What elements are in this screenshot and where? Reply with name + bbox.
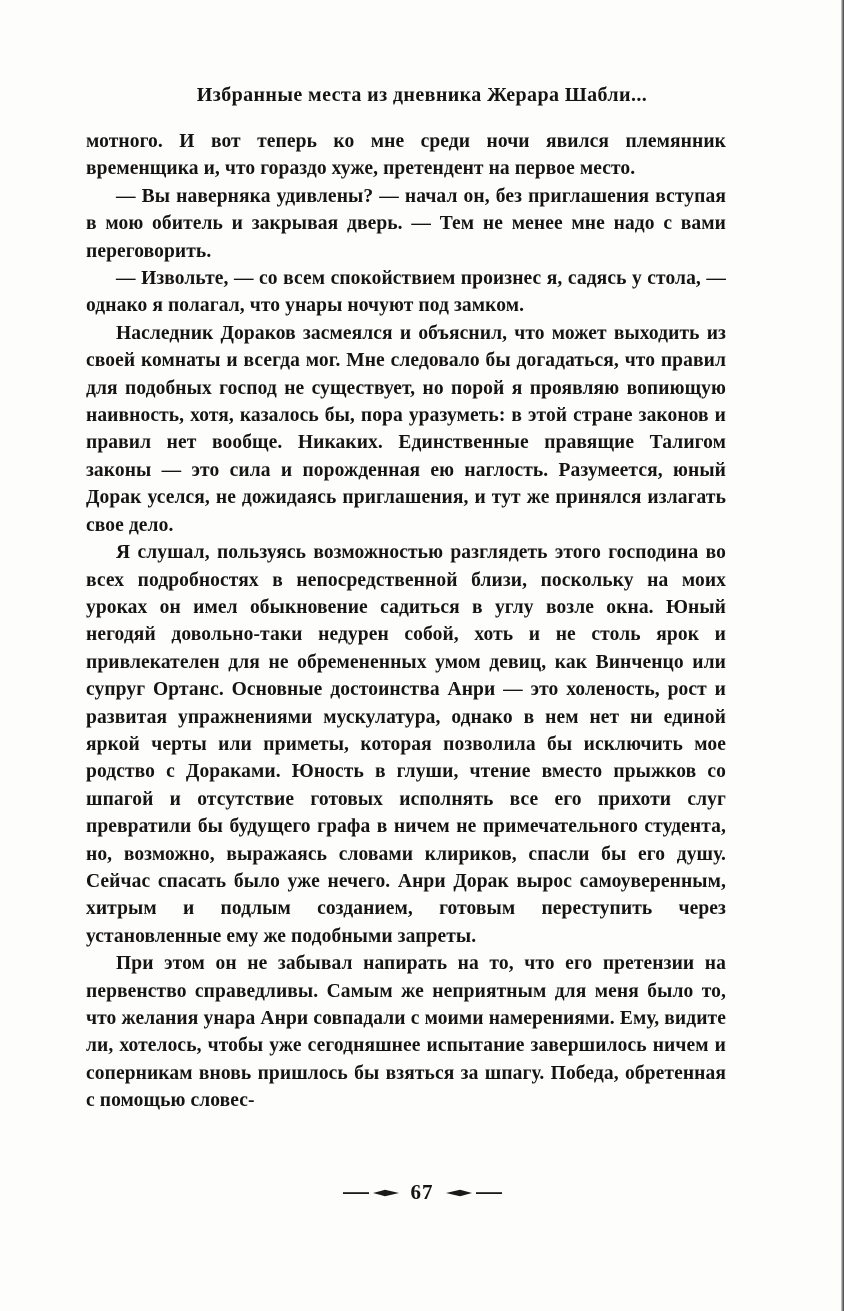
paragraph: — Вы наверняка удивлены? — начал он, без приглашения вступая в мою обитель и закрывая дверь. — Тем не менее мне надо с вами переговорить. xyxy=(86,185,726,262)
paragraph: Наследник Дораков засмеялся и объяснил, что может выходить из своей комнаты и всегда мог. Мне следовало бы догадаться, что правил для подобных господ не существует, но порой я проявляю вопиющую наивность, хотя, казалось бы, пора уразуметь: в этой стране законов и правил нет вообще. Никаких. Единственные правящие Талигом законы — это сила и порожденная ею наглость. Разумеется, юный Дорак уселся, не дожидаясь приглашения, и тут же принялся излагать свое дело. xyxy=(86,322,726,536)
footer-ornament-right xyxy=(446,1188,502,1198)
paragraph: При этом он не забывал напирать на то, что его претензии на первенство справедливы. Самым же неприятным для меня было то, что желания унара Анри совпадали с моими намерениями. Ему, видите ли, хотелось, чтобы уже сегодняшнее испытание завершилось ничем и соперникам вновь пришлось бы взяться за шпагу. Победа, обретенная с помощью словес- xyxy=(86,953,726,1112)
page-body-text xyxy=(86,128,726,1115)
paragraph: мотного. И вот теперь ко мне среди ночи явился племянник временщика и, что гораздо хуже, претендент на первое место. xyxy=(86,131,726,180)
page-number: 67 xyxy=(410,1180,434,1204)
paragraph: Я слушал, пользуясь возможностью разглядеть этого господина во всех подробностях в непосредственной близи, поскольку на моих уроках он имел обыкновение садиться в углу возле окна. Юный негодяй довольно-таки недурен собой, хоть и не столь ярок и привлекателен для не обремененных умом девиц, как Винченцо или супруг Ортанс. Основные достоинства Анри — это холеность, рост и развитая упражнениями мускулатура, однако в нем нет ни единой яркой черты или приметы, которая позволила бы исключить мое родство с Дораками. Юность в глуши, чтение вместо прыжков со шпагой и отсутствие готовых исполнять все его прихоти слуг превратили бы будущего графа в ничем не примечательного студента, но, возможно, выражаясь словами клириков, спасли бы его душу. Сейчас спасать было уже нечего. Анри Дорак вырос самоуверенным, хитрым и подлым созданием, готовым переступить через установленные ему же подобными запреты. xyxy=(86,542,726,947)
running-header: Избранные места из дневника Жерара Шабли... xyxy=(196,84,648,106)
page-footer xyxy=(0,1180,844,1205)
paragraph: — Извольте, — со всем спокойствием произнес я, садясь у стола, — однако я полагал, что унары ночуют под замком. xyxy=(86,268,726,317)
footer-ornament-left xyxy=(343,1188,399,1198)
